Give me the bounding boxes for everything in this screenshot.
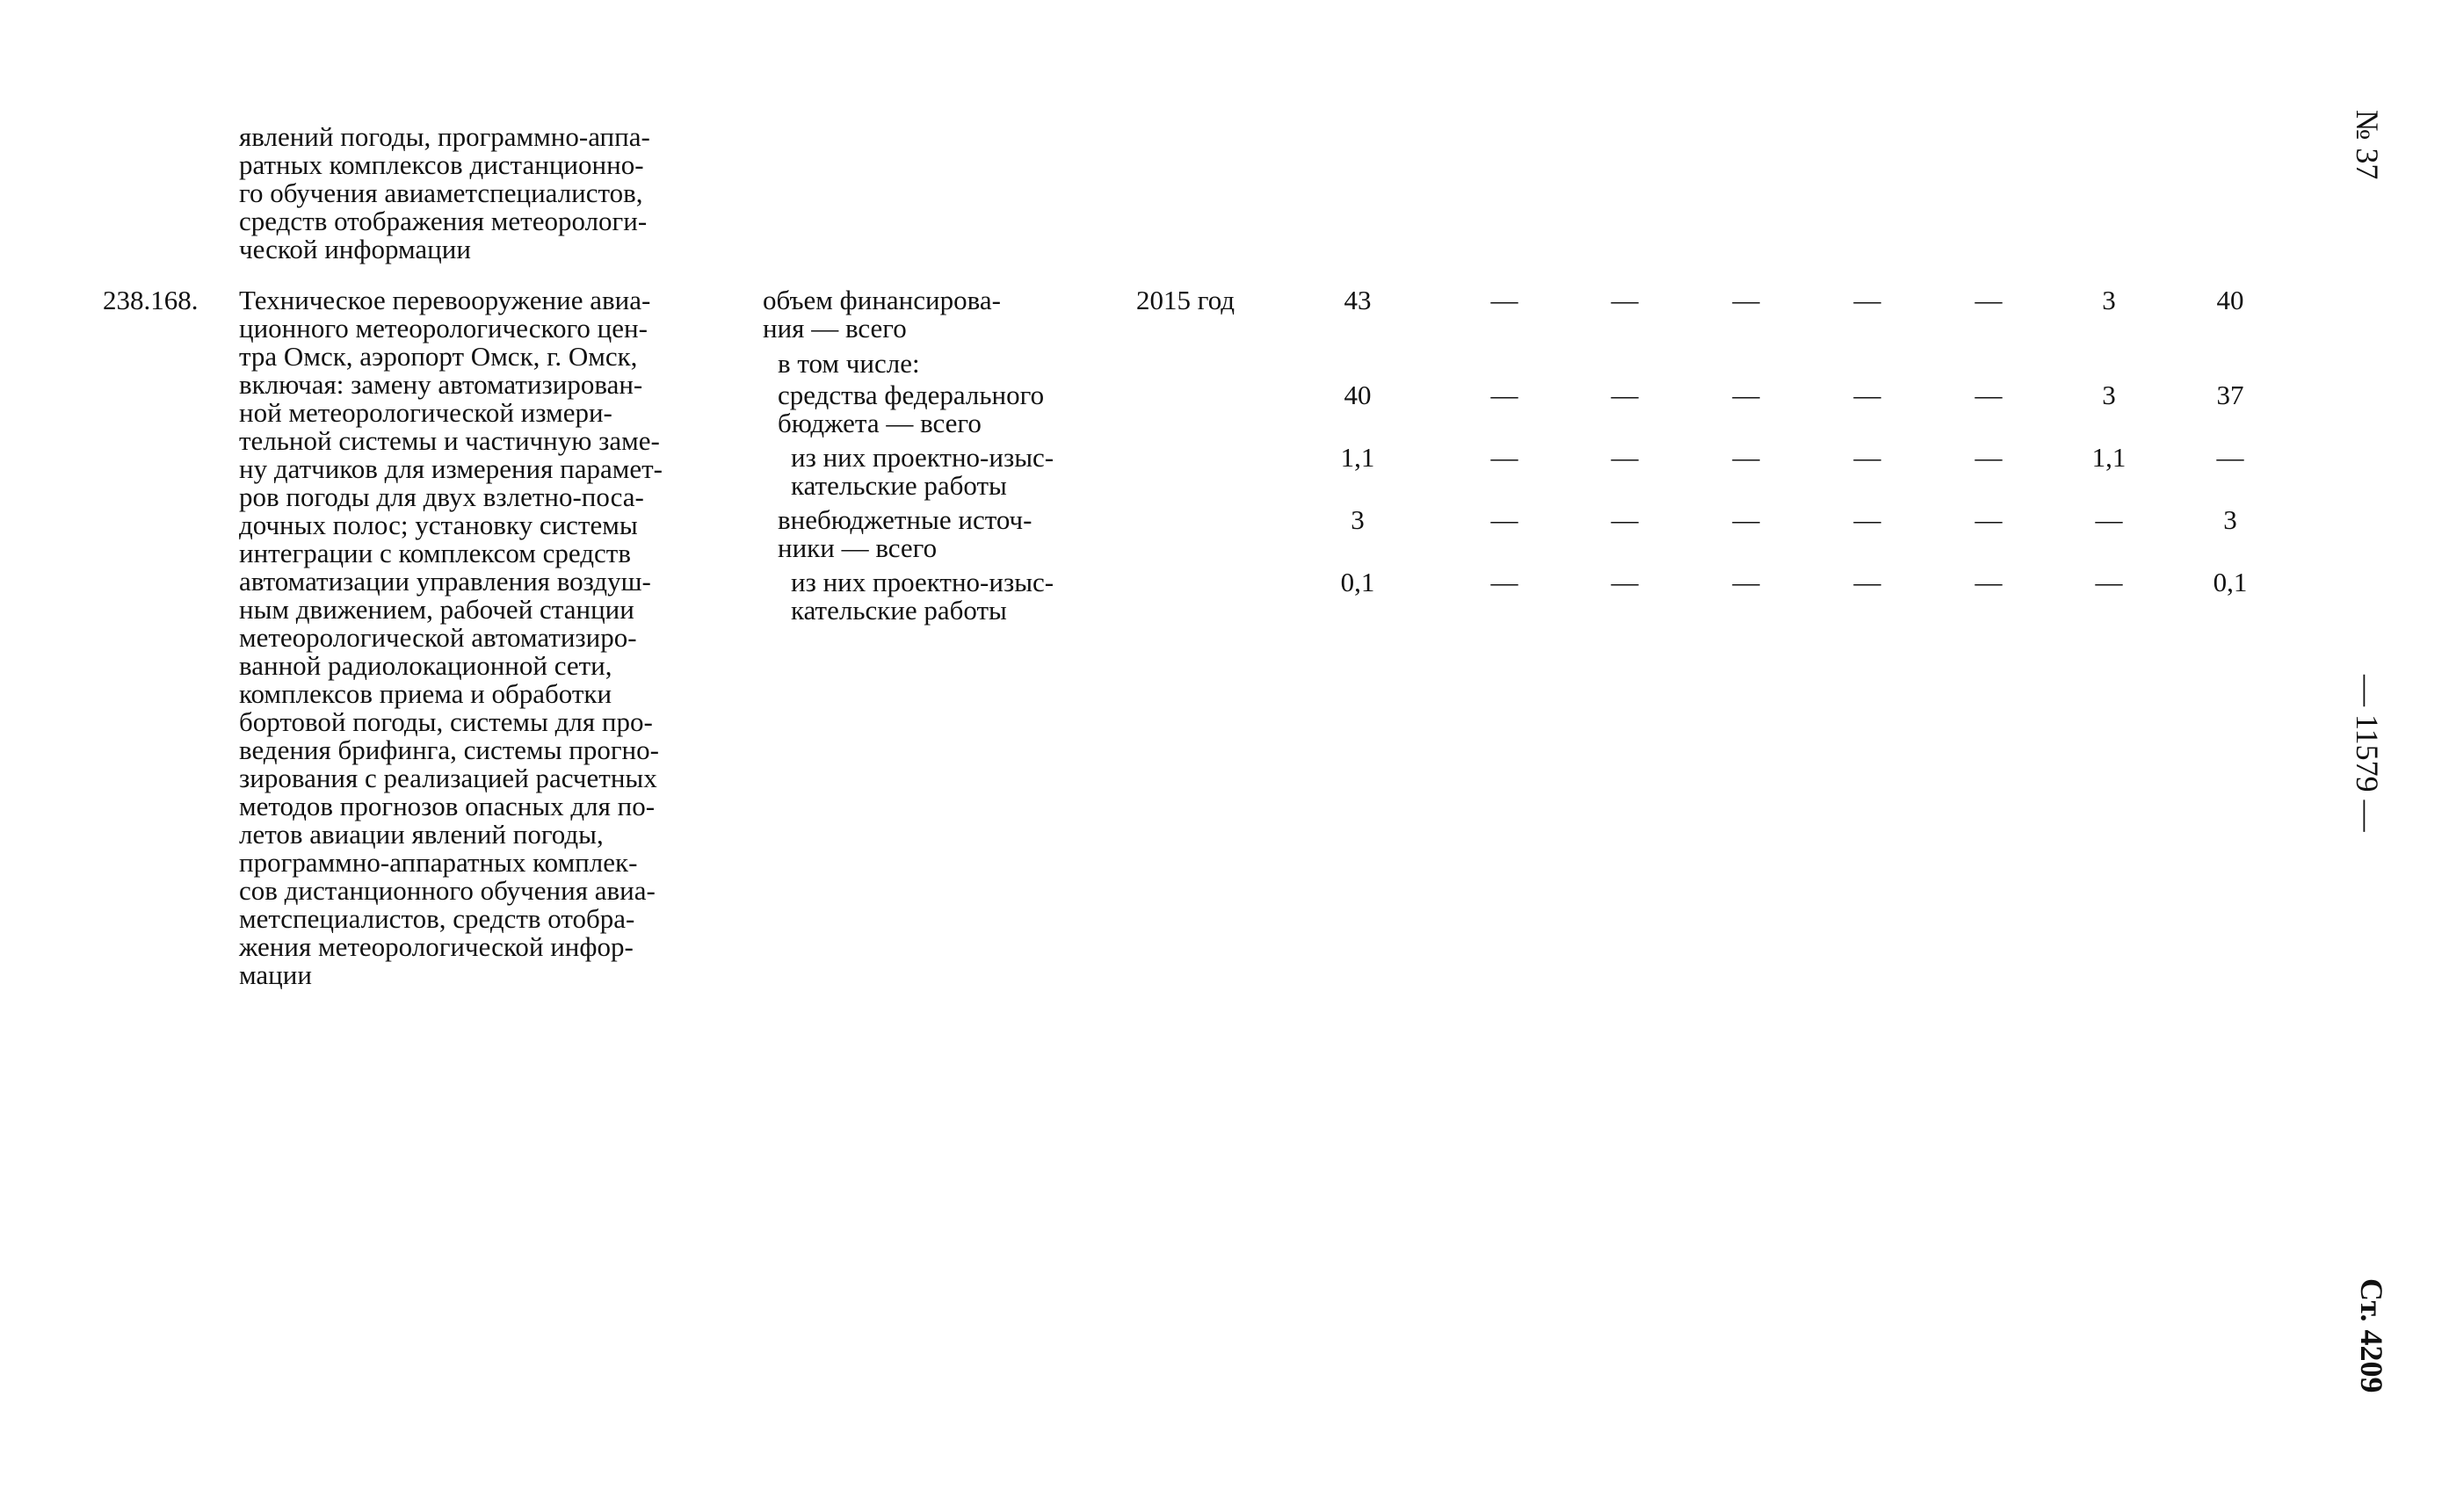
description-line: ведения брифинга, системы прогно- [239, 734, 659, 765]
continuation-line: го обучения авиаметспециалистов, [239, 177, 643, 208]
value-cell: 3 [2102, 380, 2116, 410]
continuation-line: средств отображения метеорологи- [239, 206, 648, 236]
value-cell: — [1490, 567, 1518, 597]
value-cell: — [1490, 442, 1518, 473]
value-cell: — [1974, 442, 2003, 473]
value-cell: — [1611, 380, 1639, 410]
value-cell: — [1974, 380, 2003, 410]
value-cell: 3 [1351, 504, 1365, 535]
description-line: зирования с реализацией расчетных [239, 763, 657, 793]
value-cell: 0,1 [2213, 567, 2248, 597]
value-cell: — [1611, 567, 1639, 597]
article-number: Ст. 4209 [2354, 1278, 2389, 1393]
issue-number: № 37 [2350, 110, 2385, 180]
value-cell: — [1732, 567, 1760, 597]
value-cell: 43 [1344, 285, 1372, 315]
continuation-line: ратных комплексов дистанционно- [239, 149, 644, 180]
description-line: жения метеорологической инфор- [239, 931, 634, 962]
value-cell: 40 [2216, 285, 2244, 315]
description-line: тра Омск, аэропорт Омск, г. Омск, [239, 341, 638, 372]
value-cell: — [1853, 567, 1881, 597]
continuation-text [239, 123, 735, 264]
value-cell: 1,1 [1340, 442, 1375, 473]
entry-number: 238.168. [103, 285, 199, 315]
value-cell: — [1974, 285, 2003, 315]
value-cell: — [1490, 380, 1518, 410]
value-cell: 3 [2223, 504, 2237, 535]
description-line: методов прогнозов опасных для по- [239, 791, 656, 821]
description-line: ционного метеорологического цен- [239, 313, 648, 344]
value-cell: — [1853, 380, 1881, 410]
value-cell: 1,1 [2091, 442, 2127, 473]
description-line: тельной системы и частичную заме- [239, 425, 660, 456]
value-cell: — [1490, 504, 1518, 535]
value-cell: — [1732, 380, 1760, 410]
row-label-total: объем финансирова- ния — всего [763, 285, 1001, 344]
description-line: ным движением, рабочей станции [239, 594, 634, 625]
description-line: интеграции с комплексом средств [239, 538, 631, 568]
description-line: метеорологической автоматизиро- [239, 622, 637, 653]
description-line: мации [239, 959, 312, 990]
row-label-extrabudget: внебюджетные источ- ники — всего [778, 504, 1032, 563]
description-line: комплексов приема и обработки [239, 678, 612, 709]
description-line: летов авиации явлений погоды, [239, 819, 604, 850]
continuation-line: ческой информации [239, 234, 471, 264]
description-line: ров погоды для двух взлетно-поса- [239, 481, 644, 512]
value-cell: — [2216, 442, 2244, 473]
page-reference: — 11579 — [2350, 675, 2385, 832]
row-label-federal-design: из них проектно-изыс- кательские работы [791, 442, 1054, 501]
value-cell: — [1611, 285, 1639, 315]
value-cell: — [2095, 567, 2123, 597]
description-line: сов дистанционного обучения авиа- [239, 875, 656, 906]
value-cell: — [1732, 285, 1760, 315]
value-cell: — [1490, 285, 1518, 315]
value-cell: — [1974, 567, 2003, 597]
description-line: дочных полос; установку системы [239, 510, 638, 540]
row-label-federal: средства федерального бюджета — всего [778, 380, 1045, 438]
value-cell: — [1974, 504, 2003, 535]
value-cell: — [1853, 285, 1881, 315]
value-cell: 3 [2102, 285, 2116, 315]
value-cell: — [1611, 442, 1639, 473]
value-cell: — [2095, 504, 2123, 535]
description-line: ну датчиков для измерения парамет- [239, 453, 663, 484]
value-cell: 37 [2216, 380, 2244, 410]
value-cell: — [1732, 442, 1760, 473]
value-cell: — [1853, 504, 1881, 535]
description-line: метспециалистов, средств отобра- [239, 903, 635, 934]
description-line: ванной радиолокационной сети, [239, 650, 612, 681]
row-label-extrabudget-design: из них проектно-изыс- кательские работы [791, 567, 1054, 626]
description-line: автоматизации управления воздуш- [239, 566, 651, 597]
value-cell: 0,1 [1340, 567, 1375, 597]
value-cell: — [1611, 504, 1639, 535]
row-label-including: в том числе: [778, 348, 920, 379]
continuation-line: явлений погоды, программно-аппа- [239, 121, 650, 152]
description-line: ной метеорологической измери- [239, 397, 612, 428]
description-line: бортовой погоды, системы для про- [239, 706, 653, 737]
description-line: Техническое перевооружение авиа- [239, 285, 651, 315]
value-cell: — [1853, 442, 1881, 473]
year-cell: 2015 год [1136, 285, 1235, 315]
description-line: включая: замену автоматизирован- [239, 369, 643, 400]
description-line: программно-аппаратных комплек- [239, 847, 638, 878]
value-cell: 40 [1344, 380, 1372, 410]
value-cell: — [1732, 504, 1760, 535]
entry-description [239, 286, 735, 989]
